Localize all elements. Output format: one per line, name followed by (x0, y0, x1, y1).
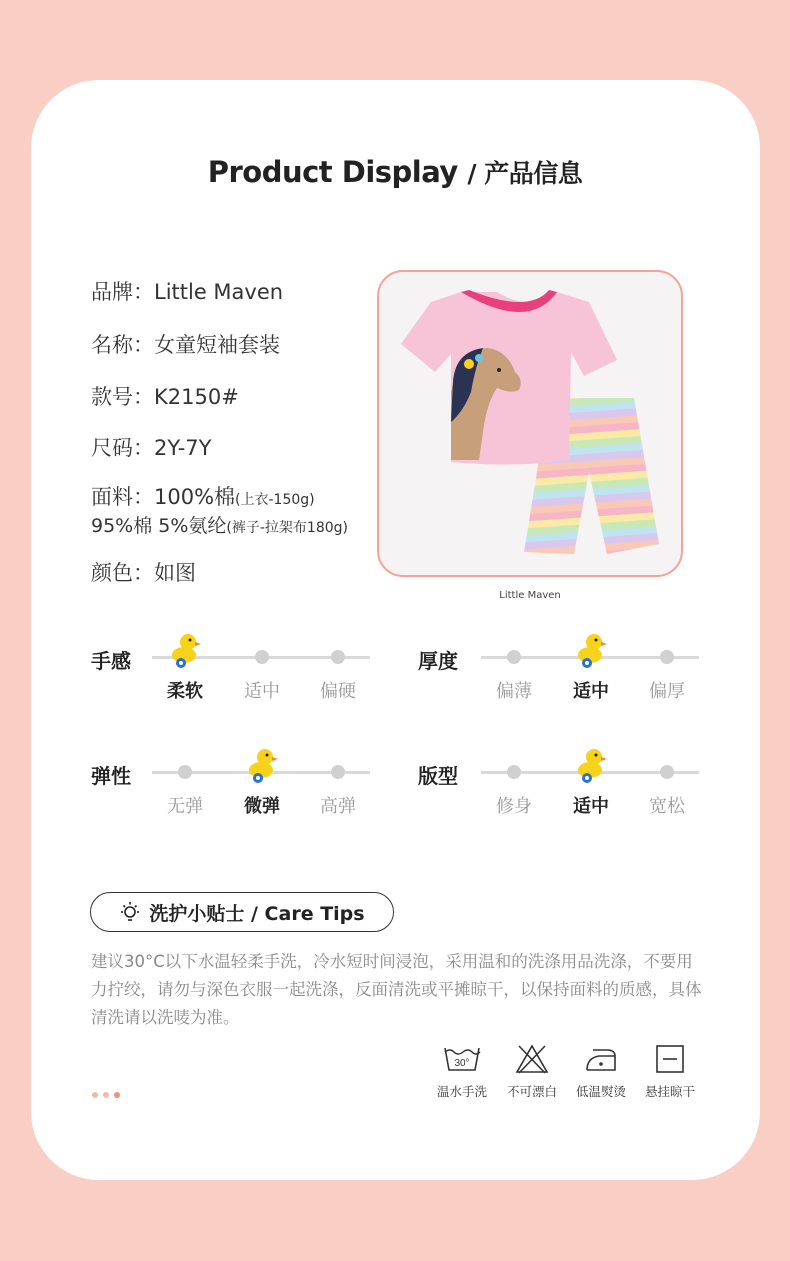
scale-option-label: 适中 (573, 796, 609, 817)
hang-dry-icon: 悬挂晾干 (635, 1044, 705, 1100)
scale-option-label: 柔软 (167, 681, 203, 702)
spec-name: 名称：女童短袖套装 (91, 333, 280, 357)
spec-size: 尺码：2Y-7Y (91, 436, 212, 460)
duck-marker-icon (168, 631, 202, 669)
scale-dot (660, 650, 674, 664)
scale-title-fit: 版型 (418, 764, 458, 788)
scale-title-hand-feel: 手感 (91, 649, 131, 673)
scale-dot (255, 650, 269, 664)
scale-dot (507, 650, 521, 664)
scale-option-label: 微弹 (244, 796, 280, 817)
scale-dot (178, 765, 192, 779)
page-title: Product Display / 产品信息 (207, 155, 583, 189)
scale-option-label: 修身 (496, 796, 532, 817)
pager-dot (114, 1092, 120, 1098)
scale-option-label: 适中 (573, 681, 609, 702)
spec-fabric: 面料：100%棉(上衣-150g) (91, 485, 315, 509)
scale-option-label: 偏薄 (496, 681, 532, 702)
scale-option-label: 偏硬 (320, 681, 356, 702)
scale-option-label: 高弹 (320, 796, 356, 817)
duck-marker-icon (245, 746, 279, 784)
duck-marker-icon (574, 631, 608, 669)
pajama-set-illustration (379, 272, 683, 577)
duck-marker-icon (574, 746, 608, 784)
no-bleach-icon: 不可漂白 (497, 1044, 567, 1100)
care-instructions: 建议30°C以下水温轻柔手洗，冷水短时间浸泡，采用温和的洗涤用品洗涤，不要用力拧绞，请勿与深色衣服一起洗涤，反面清洗或平摊晾干，以保持面料的质感，具体清洗请以洗唛为准。 (91, 952, 702, 1027)
scale-dot (660, 765, 674, 779)
scale-option-label: 偏厚 (649, 681, 685, 702)
spec-brand: 品牌：Little Maven (91, 280, 284, 304)
care-tips-title: 洗护小贴士 / Care Tips (149, 902, 365, 925)
low-iron-icon: 低温熨烫 (566, 1044, 636, 1100)
spec-fabric-line2: 95%棉 5%氨纶(裤子-拉架布180g) (91, 515, 349, 537)
scale-dot (331, 765, 345, 779)
lightbulb-icon (119, 901, 141, 923)
care-tips-badge (90, 892, 394, 932)
spec-color: 颜色：如图 (91, 561, 196, 585)
scale-title-thickness: 厚度 (418, 649, 458, 673)
scale-dot (331, 650, 345, 664)
scale-option-label: 无弹 (167, 796, 203, 817)
photo-caption: Little Maven (499, 590, 561, 601)
spec-style-number: 款号：K2150# (91, 385, 239, 409)
product-photo (377, 270, 683, 577)
scale-option-label: 适中 (244, 681, 280, 702)
pager-dot (92, 1092, 98, 1098)
pager-dot (103, 1092, 109, 1098)
svg-text:30°: 30° (454, 1058, 470, 1069)
scale-option-label: 宽松 (649, 796, 685, 817)
page-indicator (92, 1092, 120, 1098)
hand-wash-30-icon: 30° 温水手洗 (427, 1044, 497, 1100)
scale-title-elasticity: 弹性 (91, 764, 131, 788)
scale-dot (507, 765, 521, 779)
